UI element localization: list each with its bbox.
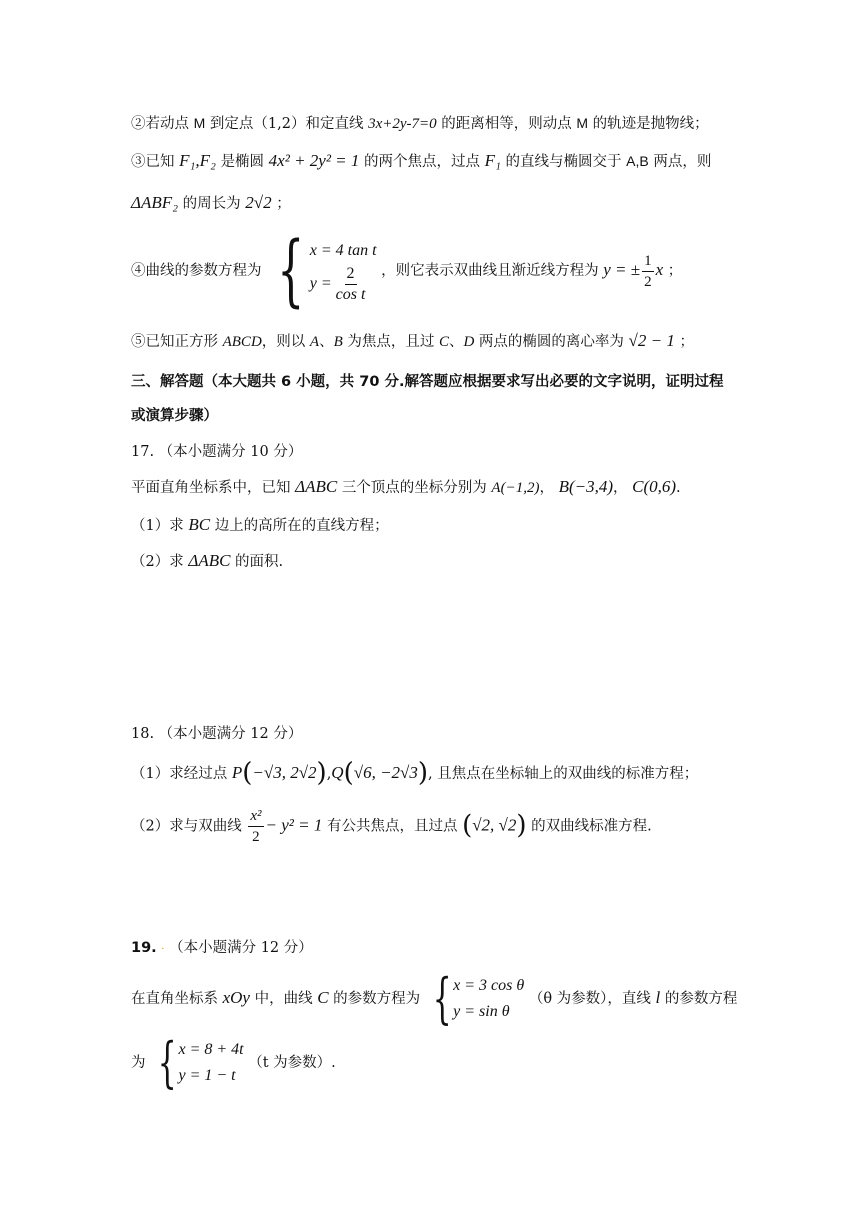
statement-4: ④曲线的参数方程为 { x = 4 tan t y = $\frac{2}{\text{cos t}}$ ，则它表示双曲线且渐近线方程为 y = ± $\frac{1}{2}$ x ； <box>131 226 683 316</box>
statement-3-cont: ΔABF₂ 的周长为 2√2 ； <box>131 193 291 212</box>
q17-part2: （2）求 ΔABC 的面积. <box>131 551 284 570</box>
statement-3: ③已知 F₁,F₂ 是椭圆 4x² + 2y² = 1 的两个焦点，过点 F₁ 的直线与椭圆交于 A,B 两点，则 <box>131 151 712 170</box>
q18-part1: （1）求经过点 P(−√3, 2√2),Q(√6, −2√3), 且焦点在坐标轴上的双曲线的标准方程； <box>131 758 699 788</box>
curve-param-system: { x = 3 cos θ y = sin θ <box>432 967 525 1030</box>
q18-part2: （2）求与双曲线 $\frac{\text{x²}}{2}$ − y² = 1 有公共焦点，且过点 (√2, √2) 的双曲线标准方程. <box>131 808 652 845</box>
q19-stem-cont: 为 { x = 8 + 4t y = 1 − t （t 为参数）. <box>131 1031 336 1094</box>
q18-header: 18. （本小题满分 12 分） <box>131 726 303 742</box>
section-title: 三、解答题（本大题共 6 小题，共 70 分.解答题应根据要求写出必要的文字说明，证明过程 <box>131 374 724 390</box>
q17-part1: （1）求 BC 边上的高所在的直线方程； <box>131 515 389 534</box>
statement-2: ②若动点 M 到定点（1,2）和定直线 3x+2y-7=0 的距离相等，则动点 M 的轨迹是抛物线； <box>131 115 709 132</box>
q19-header: 19. · （本小题满分 12 分） <box>131 940 313 956</box>
q17-header: 17. （本小题满分 10 分） <box>131 444 303 460</box>
line-param-system: { x = 8 + 4t y = 1 − t <box>157 1031 244 1094</box>
q19-stem: 在直角坐标系 xOy 中，曲线 C 的参数方程为 { x = 3 cos θ y = sin θ （θ 为参数），直线 l 的参数方程 <box>131 967 738 1030</box>
q17-stem: 平面直角坐标系中，已知 ΔABC 三个顶点的坐标分别为 A(−1,2)， B(−3,4)， C(0,6). <box>131 477 681 496</box>
statement-5: ⑤已知正方形 ABCD，则以 A、B 为焦点，且过 C、D 两点的椭圆的离心率为 √2 − 1 ； <box>131 331 694 350</box>
param-system: { x = 4 tan t y = $\frac{2}{\text{cos t}}$ <box>277 226 377 316</box>
section-title-cont: 或演算步骤） <box>131 408 218 424</box>
